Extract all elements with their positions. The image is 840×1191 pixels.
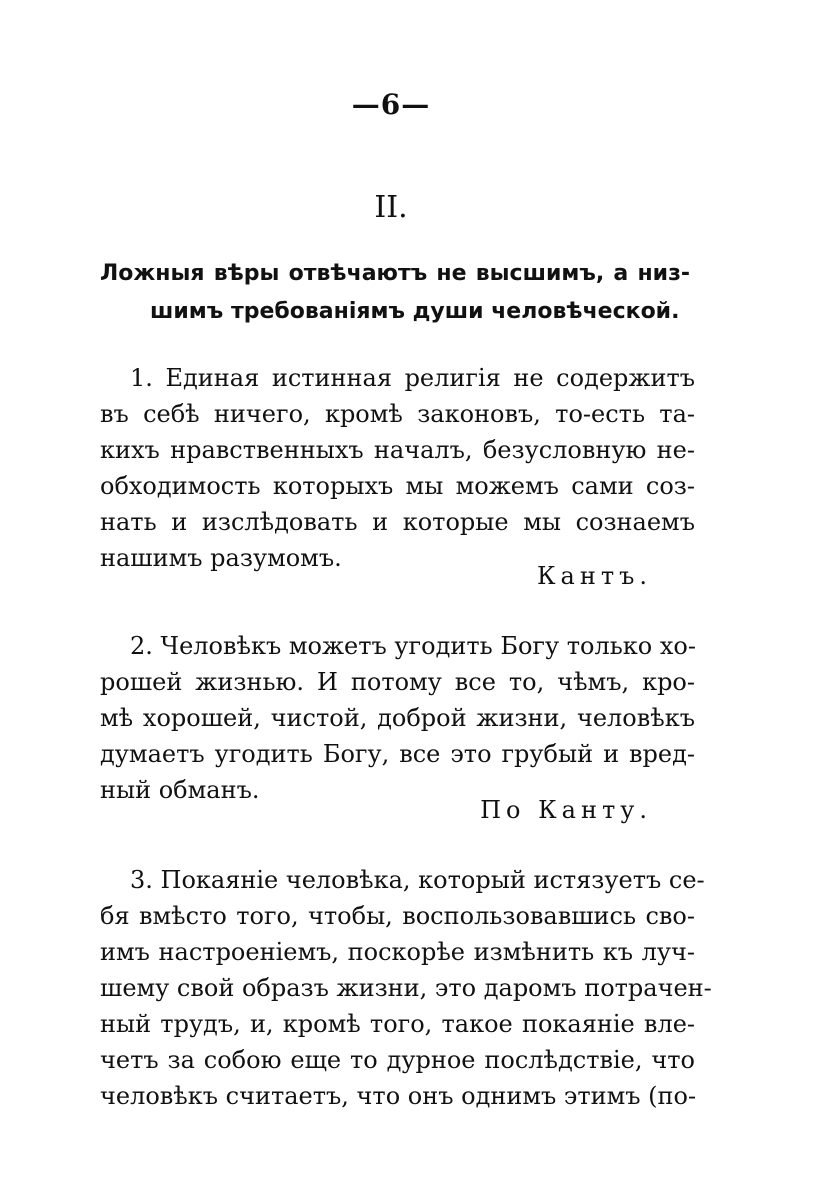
- text-line: думаетъ угодить Богу, все это грубый и вред-: [100, 740, 695, 768]
- paragraph-1: [100, 360, 695, 576]
- paragraph-2: [100, 628, 695, 808]
- text-line: бя вмѣсто того, чтобы, воспользовавшись сво-: [100, 902, 695, 930]
- text-line: нашимъ разумомъ.: [100, 544, 342, 572]
- text-line: мѣ хорошей, чистой, доброй жизни, человѣкъ: [100, 704, 695, 732]
- text-line: 3. Покаяніе человѣка, который истязуетъ се-: [130, 866, 705, 894]
- text-line: кихъ нравственныхъ началъ, безусловную не-: [100, 436, 695, 464]
- heading-line: шимъ требованіямъ души человѣческой.: [150, 299, 680, 324]
- text-line: человѣкъ считаетъ, что онъ однимъ этимъ (по-: [100, 1082, 697, 1110]
- text-line: ный обманъ.: [100, 776, 260, 804]
- text-line: 1. Единая истинная религія не содержитъ: [130, 364, 695, 392]
- text-line: шему свой образъ жизни, это даромъ потрачен-: [100, 974, 712, 1002]
- attribution-2: По Канту.: [480, 796, 652, 824]
- text-line: въ себѣ ничего, кромѣ законовъ, то-есть та-: [100, 400, 695, 428]
- page-number: —6—: [351, 88, 431, 121]
- text-line: ный трудъ, и, кромѣ того, такое покаяніе вле-: [100, 1010, 695, 1038]
- heading-line: Ложныя вѣры отвѣчаютъ не высшимъ, а низ-: [100, 261, 690, 286]
- attribution-1: Кантъ.: [536, 562, 652, 590]
- text-line: обходимость которыхъ мы можемъ сами соз-: [100, 472, 695, 500]
- section-number: II.: [374, 190, 408, 225]
- text-line: четъ за собою еще то дурное послѣдствіе, что: [100, 1046, 695, 1074]
- text-line: имъ настроеніемъ, поскорѣе измѣнить къ луч-: [100, 938, 695, 966]
- text-line: нать и изслѣдовать и которые мы сознаемъ: [100, 508, 695, 536]
- text-line: 2. Человѣкъ можетъ угодить Богу только хо-: [130, 632, 696, 660]
- section-heading: [100, 255, 690, 331]
- paragraph-3: [100, 862, 712, 1114]
- text-line: рошей жизнью. И потому все то, чѣмъ, кро-: [100, 668, 695, 696]
